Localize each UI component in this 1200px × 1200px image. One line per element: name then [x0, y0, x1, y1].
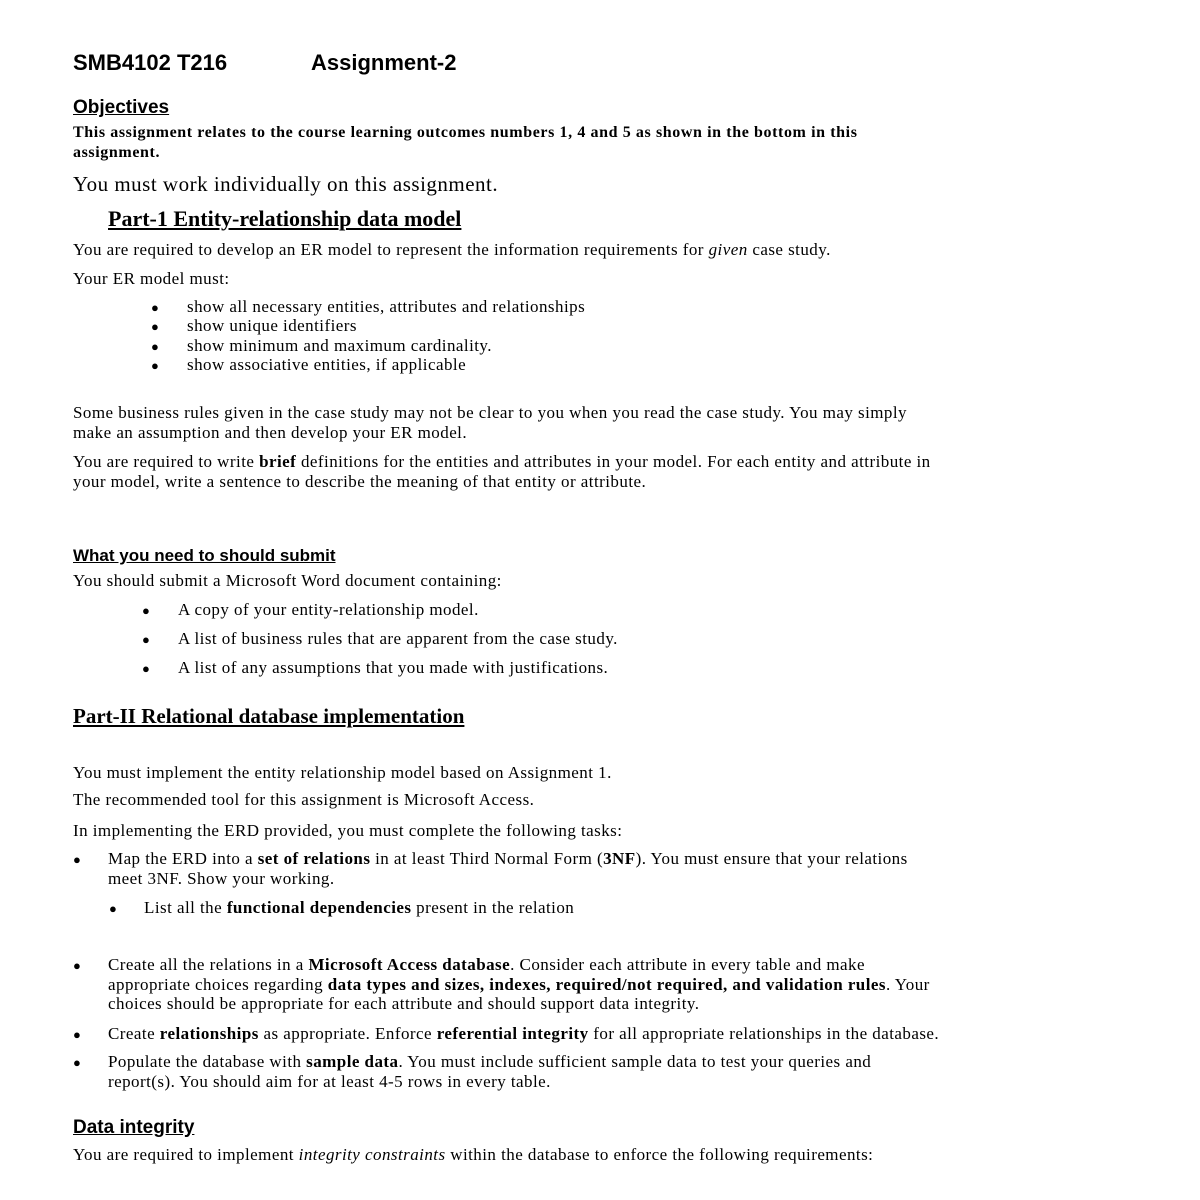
objectives-heading: Objectives: [73, 97, 170, 118]
bullet-icon: ●: [109, 901, 117, 916]
objectives-text-line1: This assignment relates to the course learning outcomes numbers 1, 4 and 5 as shown in the bottom in this: [73, 124, 858, 141]
part1-intro: You are required to develop an ER model to represent the information requirements for given case study.: [73, 240, 831, 259]
rules-line1: Some business rules given in the case study may not be clear to you when you read the case study. You may simply: [73, 403, 907, 422]
bullet-icon: ●: [151, 319, 159, 334]
task3-line: Create relationships as appropriate. Enforce referential integrity for all appropriate relationships in the database.: [108, 1024, 940, 1043]
list-item: show minimum and maximum cardinality.: [187, 336, 492, 355]
submit-intro: You should submit a Microsoft Word document containing:: [73, 571, 502, 590]
definitions-line1: You are required to write brief definitions for the entities and attributes in your model. For each entity and attribute in: [73, 452, 931, 471]
task2-line3: choices should be appropriate for each attribute and should support data integrity.: [108, 994, 700, 1013]
bullet-icon: ●: [73, 1027, 81, 1042]
list-item: A list of any assumptions that you made with justifications.: [178, 658, 609, 677]
bullet-icon: ●: [142, 603, 150, 618]
definitions-line2: your model, write a sentence to describe the meaning of that entity or attribute.: [73, 472, 647, 491]
task1-line2: meet 3NF. Show your working.: [108, 869, 335, 888]
list-item: show unique identifiers: [187, 316, 357, 335]
objectives-text-line2: assignment.: [73, 144, 161, 161]
list-item: A copy of your entity-relationship model.: [178, 600, 479, 619]
bullet-icon: ●: [142, 661, 150, 676]
integrity-heading: Data integrity: [73, 1117, 195, 1138]
bullet-icon: ●: [73, 852, 81, 867]
course-code: SMB4102 T216: [73, 50, 228, 75]
part2-heading: Part-II Relational database implementation: [73, 704, 465, 728]
bullet-icon: ●: [151, 300, 159, 315]
task2-line1: Create all the relations in a Microsoft Access database. Consider each attribute in every table and make: [108, 955, 865, 974]
part2-p3: In implementing the ERD provided, you must complete the following tasks:: [73, 821, 623, 840]
list-item: A list of business rules that are apparent from the case study.: [178, 629, 618, 648]
part1-heading: Part-1 Entity-relationship data model: [108, 206, 462, 231]
task4-line1: Populate the database with sample data. You must include sufficient sample data to test your queries and: [108, 1052, 872, 1071]
submit-heading: What you need to should submit: [73, 546, 336, 565]
part2-p1: You must implement the entity relationship model based on Assignment 1.: [73, 763, 612, 782]
bullet-icon: ●: [151, 339, 159, 354]
bullet-icon: ●: [151, 358, 159, 373]
part2-p2: The recommended tool for this assignment is Microsoft Access.: [73, 790, 535, 809]
individual-note: You must work individually on this assignment.: [73, 172, 499, 196]
task1-line1: Map the ERD into a set of relations in at least Third Normal Form (3NF). You must ensure that your relations: [108, 849, 908, 868]
bullet-icon: ●: [73, 958, 81, 973]
bullet-icon: ●: [142, 632, 150, 647]
task4-line2: report(s). You should aim for at least 4-5 rows in every table.: [108, 1072, 551, 1091]
integrity-text: You are required to implement integrity constraints within the database to enforce the following requirements:: [73, 1145, 874, 1164]
list-item: show associative entities, if applicable: [187, 355, 467, 374]
task1-subitem: List all the functional dependencies present in the relation: [144, 898, 575, 917]
list-item: show all necessary entities, attributes and relationships: [187, 297, 586, 316]
part1-must: Your ER model must:: [73, 269, 230, 288]
task2-line2: appropriate choices regarding data types and sizes, indexes, required/not required, and validation rules. Your: [108, 975, 930, 994]
rules-line2: make an assumption and then develop your ER model.: [73, 423, 468, 442]
assignment-title: Assignment-2: [311, 50, 457, 75]
bullet-icon: ●: [73, 1055, 81, 1070]
